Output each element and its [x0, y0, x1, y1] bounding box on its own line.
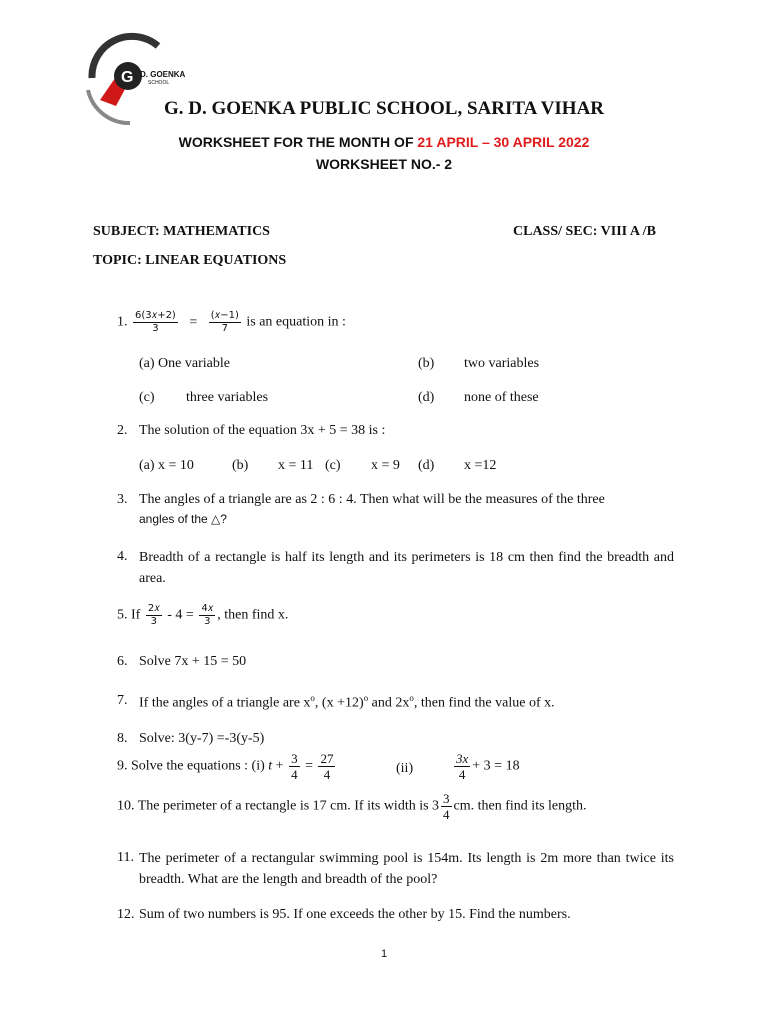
question-2-text: The solution of the equation 3x + 5 = 38 is : [139, 423, 386, 438]
question-10: 10. The perimeter of a rectangle is 17 cm. If its width is 3 $\frac{3}{4}$ cm. then find its length. [117, 791, 587, 822]
question-7-text: If the angles of a triangle are $x^o$, $(x +12)^o$ and $2x^o$, then find the value of x. [139, 693, 555, 711]
q1-option-d: none of these [464, 390, 539, 405]
q2-option-a: (a) x = 10 [139, 458, 194, 473]
question-9-part-ii: $\frac{3x}{4}$ + 3 = 18 [456, 751, 520, 782]
question-3-text: The angles of a triangle are as 2 : 6 : 4. Then what will be the measures of the three [139, 492, 605, 507]
class-label: CLASS/ SEC: VIII A /B [513, 224, 656, 239]
question-12-number: 12. [117, 907, 135, 922]
worksheet-month-prefix: WORKSHEET FOR THE MONTH OF [178, 134, 418, 150]
question-3-text-line2: angles of the △? [139, 512, 227, 526]
question-4-number: 4. [117, 549, 128, 564]
q2-option-c-label: (c) [325, 458, 341, 473]
q2-option-c: x = 9 [371, 458, 400, 473]
fraction: $\frac{3}{4}$ [443, 791, 450, 822]
q1-option-a: (a) One variable [139, 356, 230, 371]
question-number: 5. [117, 607, 128, 623]
fraction: $\frac{\text{6(3𝑥+2)}}{3}$ [135, 310, 176, 334]
question-9-part-ii-label: (ii) [396, 761, 414, 776]
fraction: $\frac{3x}{4}$ [456, 751, 469, 782]
school-title: G. D. GOENKA PUBLIC SCHOOL, SARITA VIHAR [163, 98, 605, 119]
q2-option-d-label: (d) [418, 458, 435, 473]
fraction: $\frac{\text{4𝑥}}{3}$ [201, 603, 214, 627]
question-4-text: Breadth of a rectangle is half its length and its perimeters is 18 cm then find the breadth and area. [139, 550, 674, 586]
fraction: $\frac{3}{4}$ [291, 751, 298, 782]
question-8-text: Solve: 3(y-7) =-3(y-5) [139, 731, 265, 746]
question-7-number: 7. [117, 693, 128, 708]
q1-option-b: two variables [464, 356, 540, 371]
question-1: 1. $\frac{\text{6(3𝑥+2)}}{3}$ = $\frac{\text{(𝑥−1)}}{7}$ is an equation in : [117, 310, 346, 334]
q1-option-d-label: (d) [418, 390, 435, 405]
page-number: 1 [380, 948, 388, 960]
question-6-number: 6. [117, 654, 128, 669]
topic-label: TOPIC: LINEAR EQUATIONS [93, 253, 287, 268]
q2-option-b-label: (b) [232, 458, 249, 473]
question-2-number: 2. [117, 423, 128, 438]
q1-option-c: three variables [186, 390, 269, 405]
logo-text: D. GOENKA [140, 70, 186, 79]
question-12-text: Sum of two numbers is 95. If one exceeds the other by 15. Find the numbers. [139, 907, 571, 922]
fraction: $\frac{\text{(𝑥−1)}}{7}$ [210, 310, 239, 334]
logo-letter: G [121, 69, 134, 86]
question-11-text: The perimeter of a rectangular swimming pool is 154m. Its length is 2m more than twice its breadth. What are the length and breadth of the pool? [139, 851, 674, 887]
question-number: 10. [117, 798, 135, 814]
question-3-number: 3. [117, 492, 128, 507]
worksheet-month [0, 134, 768, 150]
question-9: 9. Solve the equations : (i) t + $\frac{3}{4}$ = $\frac{27}{4}$ [117, 751, 334, 782]
fraction: $\frac{\text{2𝑥}}{3}$ [147, 603, 160, 627]
question-8-number: 8. [117, 731, 128, 746]
question-6-text: Solve 7x + 15 = 50 [139, 654, 247, 669]
question-number: 1. [117, 314, 128, 330]
fraction: $\frac{27}{4}$ [320, 751, 334, 782]
q2-option-b: x = 11 [278, 458, 314, 473]
q1-option-c-label: (c) [139, 390, 155, 405]
q2-option-d: x =12 [464, 458, 497, 473]
question-number: 9. [117, 758, 128, 774]
worksheet-dates: 21 APRIL – 30 APRIL 2022 [417, 134, 590, 150]
question-5: 5. If $\frac{\text{2𝑥}}{3}$ - 4 = $\frac{\text{4𝑥}}{3}$ , then find x. [117, 603, 289, 627]
subject-label: SUBJECT: MATHEMATICS [93, 224, 270, 239]
worksheet-number: WORKSHEET NO.- 2 [315, 156, 453, 172]
logo-subtext: SCHOOL [148, 80, 170, 86]
question-11-number: 11. [117, 850, 134, 865]
q1-option-b-label: (b) [418, 356, 435, 371]
